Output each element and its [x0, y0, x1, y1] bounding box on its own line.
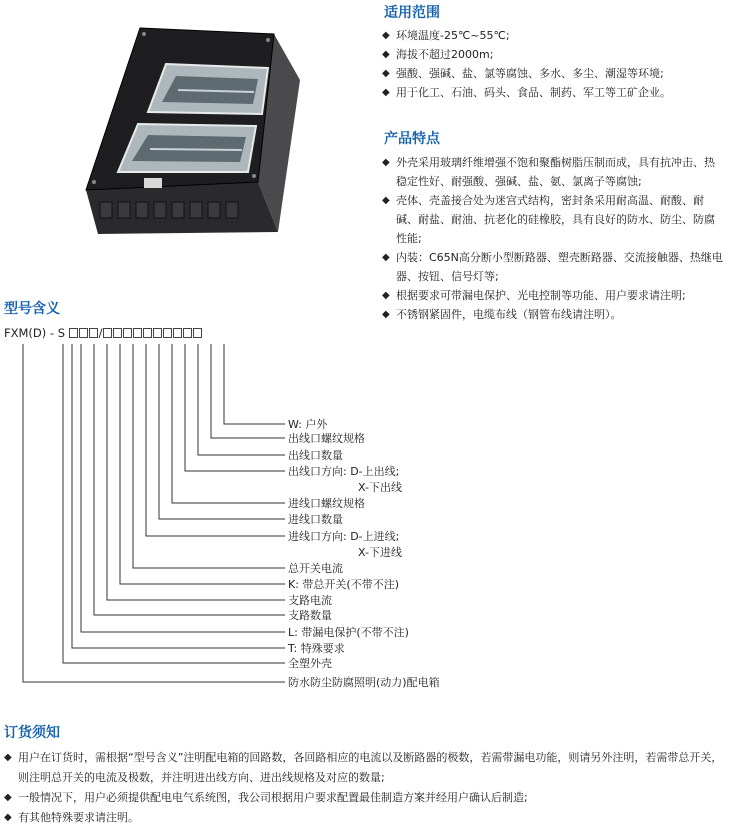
legend-label: 出线口数量 — [288, 449, 343, 462]
legend-label: L: 带漏电保护(不带不注) — [288, 626, 409, 639]
legend-label: 支路数量 — [288, 609, 332, 622]
order-heading: 订货须知 — [4, 725, 60, 741]
legend-label: 防水防尘防腐照明(动力)配电箱 — [288, 676, 440, 689]
legend-label: 进线口螺纹规格 — [288, 497, 365, 510]
model-separator: / — [98, 326, 103, 340]
usage-item: ◆ 环境温度-25℃~55℃; — [382, 26, 722, 45]
bullet-icon: ◆ — [4, 792, 12, 803]
legend-label: 进线口方向: D-上进线; — [288, 530, 400, 543]
features-item: ◆ 根据要求可带漏电保护、光电控制等功能、用户要求请注明; — [382, 286, 724, 305]
bullet-icon: ◆ — [382, 195, 390, 206]
usage-item: ◆ 海拔不超过2000m; — [382, 45, 722, 64]
legend-label: 全塑外壳 — [288, 657, 332, 670]
usage-item: ◆ 强酸、强碱、盐、氯等腐蚀、多水、多尘、潮湿等环境; — [382, 64, 722, 83]
legend-label: 总开关电流 — [288, 562, 343, 575]
bullet-icon: ◆ — [382, 157, 390, 168]
bullet-icon: ◆ — [382, 290, 390, 301]
bullet-icon: ◆ — [4, 752, 12, 763]
bullet-icon: ◆ — [382, 309, 390, 320]
order-list — [4, 748, 726, 828]
bullet-icon: ◆ — [382, 252, 390, 263]
bullet-icon: ◆ — [382, 68, 390, 79]
legend-label: K: 带总开关(不带不注) — [288, 578, 399, 591]
legend-label: 出线口螺纹规格 — [288, 432, 365, 445]
bullet-icon: ◆ — [4, 812, 12, 823]
legend-label: X-下进线 — [358, 546, 402, 559]
bullet-icon: ◆ — [382, 87, 390, 98]
features-heading: 产品特点 — [384, 131, 440, 147]
model-heading: 型号含义 — [4, 301, 60, 317]
features-item: ◆ 外壳采用玻璃纤维增强不饱和聚酯树脂压制而成，具有抗冲击、热稳定性好、耐强酸、强碱、盐、氨、氯离子等腐蚀; — [382, 153, 724, 191]
usage-item: ◆ 用于化工、石油、码头、食品、制药、军工等工矿企业。 — [382, 83, 722, 102]
legend-label: W: 户外 — [288, 418, 328, 431]
legend-label: T: 特殊要求 — [288, 642, 345, 655]
legend-label: X-下出线 — [358, 481, 402, 494]
features-item: ◆ 壳体、壳盖接合处为迷宫式结构，密封条采用耐高温、耐酸、耐碱、耐盐、耐油、抗老化的硅橡胶，具有良好的防水、防尘、防腐性能; — [382, 191, 724, 248]
legend-label: 出线口方向: D-上出线; — [288, 465, 400, 478]
bullet-icon: ◆ — [382, 30, 390, 41]
legend-label: 进线口数量 — [288, 513, 343, 526]
usage-heading: 适用范围 — [384, 5, 440, 21]
order-item: ◆ 有其他特殊要求请注明。 — [4, 808, 726, 828]
model-prefix: FXM(D) - S — [4, 326, 66, 340]
legend-label: 支路电流 — [288, 594, 332, 607]
features-item: ◆ 内装：C65N高分断小型断路器、塑壳断路器、交流接触器、热继电器、按钮、信号灯等; — [382, 248, 724, 286]
features-item: ◆ 不锈钢紧固件，电缆布线（钢管布线请注明）。 — [382, 305, 724, 324]
bullet-icon: ◆ — [382, 49, 390, 60]
order-item: ◆ 一般情况下，用户必须提供配电电气系统图，我公司根据用户要求配置最佳制造方案并经用户确认后制造; — [4, 788, 726, 808]
order-item: ◆ 用户在订货时，需根据“型号含义”注明配电箱的回路数，各回路相应的电流以及断路器的极数，若需带漏电功能，则请另外注明，若需带总开关，则注明总开关的电流及极数，并注明进出线方向、进出线规格及对应的数量; — [4, 748, 726, 788]
